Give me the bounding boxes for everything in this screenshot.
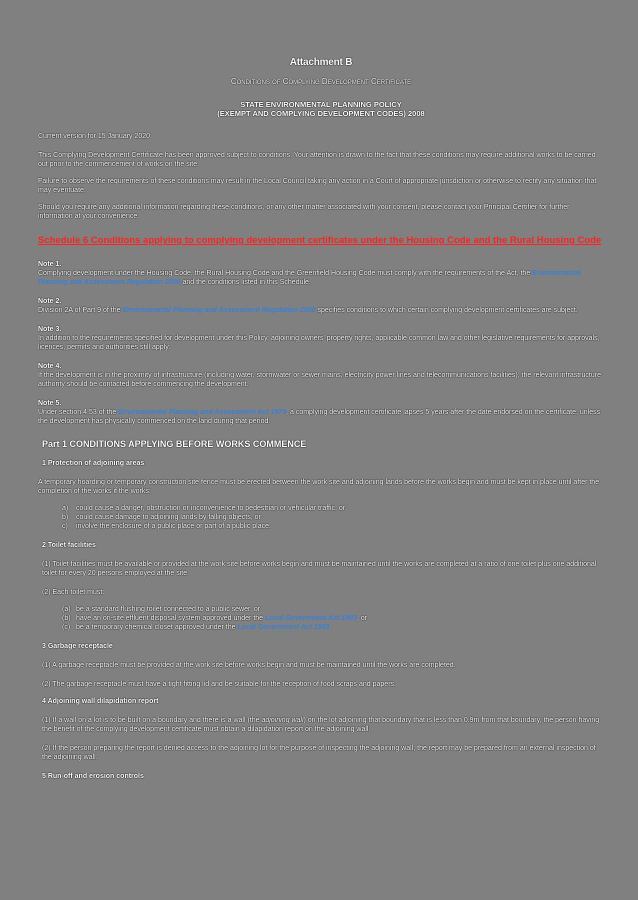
note-text: and the conditions listed in this Schedule. bbox=[180, 279, 311, 286]
policy-title-line-1: STATE ENVIRONMENTAL PLANNING POLICY bbox=[240, 100, 402, 109]
section-3-heading: 3 Garbage receptacle bbox=[42, 643, 113, 650]
section-3-para-2: (2) The garbage receptacle must have a tight fitting lid and be suitable for the reception of food scraps and papers. bbox=[42, 681, 396, 688]
section-2-para-1: (1) Toilet facilities must be available or provided at the work site before works begin and must be maintained until the works are completed at a ratio of one toilet plus one additional toilet for every 20 persons employed at the site. bbox=[42, 561, 597, 577]
section-1-body: A temporary hoarding or temporary construction site fence must be erected between the work site and adjoining lands before the works begin and must be kept in place until after the completion of the works if the works: bbox=[38, 479, 600, 495]
list-item: (b) have an on-site effluent disposal system approved under the Local Government Act 1993, or bbox=[62, 615, 368, 622]
section-4-heading: 4 Adjoining wall dilapidation report bbox=[42, 698, 159, 705]
note-text: If the development is in the proximity of infrastructure (including water, stormwater or sewer mains, electricity power lines and telecommunications facilities), the relevant infrastructure authority should be contacted before commencing the development. bbox=[38, 372, 601, 388]
section-5-heading: 5 Run-off and erosion controls bbox=[42, 773, 144, 780]
act-link[interactable]: Environmental Planning and Assessment Act 1979 bbox=[118, 409, 287, 416]
attachment-subtitle: Conditions of Complying Development Certificate bbox=[230, 77, 412, 86]
section-2-para-2: (2) Each toilet must: bbox=[42, 589, 105, 596]
note-text: specifies conditions to which certain complying development certificates are subject. bbox=[315, 307, 578, 314]
schedule-heading: Schedule 6 Conditions applying to complying development certificates under the Housing Code and the Rural Housing Code bbox=[38, 235, 602, 246]
list-item: c) involve the enclosure of a public place or part of a public place. bbox=[62, 523, 271, 530]
section-2-heading: 2 Toilet facilities bbox=[42, 542, 96, 549]
list-item: (c) be a temporary chemical closet approved under the Local Government Act 1993. bbox=[62, 624, 332, 631]
note-text: Division 2A of Part 9 of the bbox=[38, 307, 123, 314]
note-text: Complying development under the Housing Code, the Rural Housing Code and the Greenfield Housing Code must comply with the requirements of the Act, the bbox=[38, 270, 533, 277]
note-heading: Note 2. bbox=[38, 298, 62, 305]
note-heading: Note 5. bbox=[38, 400, 62, 407]
part-1-heading: Part 1 CONDITIONS APPLYING BEFORE WORKS COMMENCE bbox=[42, 439, 307, 449]
note-text: , a complying development certificate lapses 5 years after the date endorsed on the certificate, unless the development has physically commenced on the land during that period. bbox=[38, 409, 601, 425]
note-heading: Note 4. bbox=[38, 363, 62, 370]
attachment-title: Attachment B bbox=[289, 57, 353, 68]
note-3 bbox=[38, 325, 604, 352]
section-3-para-1: (1) A garbage receptacle must be provided at the work site before works begin and must be maintained until the works are completed. bbox=[42, 662, 456, 669]
note-text: Under section 4.53 of the bbox=[38, 409, 119, 416]
note-4 bbox=[38, 362, 604, 389]
note-text: In addition to the requirements specified for development under this Policy, adjoining owners' property rights, applicable common law and other legislative requirements for approvals, licences, permits and authorities still apply. bbox=[38, 335, 600, 351]
section-1-list bbox=[62, 504, 604, 531]
note-heading: Note 1. bbox=[38, 261, 62, 268]
local-government-act-link[interactable]: Local Government Act 1993 bbox=[265, 615, 357, 622]
note-heading: Note 3. bbox=[38, 326, 62, 333]
note-2 bbox=[38, 297, 604, 315]
regulation-link[interactable]: Environmental Planning and Assessment Regulation 2000 bbox=[38, 270, 581, 286]
section-4-para-2: (2) If the person preparing the report is denied access to the adjoining lot for the purpose of inspecting the adjoining wall, the report may be prepared from an external inspection of the adjoining wall. bbox=[42, 745, 596, 761]
list-item: a) could cause a danger, obstruction or inconvenience to pedestrian or vehicular traffic, or bbox=[62, 505, 346, 512]
intro-paragraph-1: This Complying Development Certificate has been approved subject to conditions. Your attention is drawn to the fact that these conditions may require additional works to be carried out prior to the commencement of works on the site. bbox=[38, 152, 596, 168]
intro-paragraph-2: Failure to observe the requirements of these conditions may result in the Local Council taking any action in a Court of appropriate jurisdiction or otherwise to rectify any situation that may eventuate. bbox=[38, 178, 597, 194]
section-4-para-1: (1) If a wall on a lot is to be built on a boundary and there is a wall (the adjoining wall) on the lot adjoining that boundary that is less than 0.9m from that boundary, the person having the benefit of the complying development certificate must obtain a dilapidation report on the adjoining wall. bbox=[42, 717, 600, 733]
regulation-link[interactable]: Environmental Planning and Assessment Regulation 2000 bbox=[122, 307, 316, 314]
local-government-act-link[interactable]: Local Government Act 1993 bbox=[237, 624, 330, 631]
intro-paragraph-3: Should you require any additional information regarding these conditions, or any other matter associated with your consent, please contact your Principal Certifier for further information at your convenience. bbox=[38, 204, 570, 220]
note-5 bbox=[38, 399, 604, 426]
section-2-list bbox=[62, 605, 604, 632]
list-item: b) could cause damage to adjoining lands by falling objects, or bbox=[62, 514, 261, 521]
document-page bbox=[38, 58, 604, 781]
version-date: Current version for 15 January 2020 bbox=[38, 133, 151, 140]
note-1 bbox=[38, 260, 604, 287]
list-item: (a) be a standard flushing toilet connected to a public sewer, or bbox=[62, 606, 261, 613]
policy-title-line-2: (EXEMPT AND COMPLYING DEVELOPMENT CODES) 2008 bbox=[217, 109, 425, 118]
section-1-heading: 1 Protection of adjoining areas bbox=[42, 460, 145, 467]
